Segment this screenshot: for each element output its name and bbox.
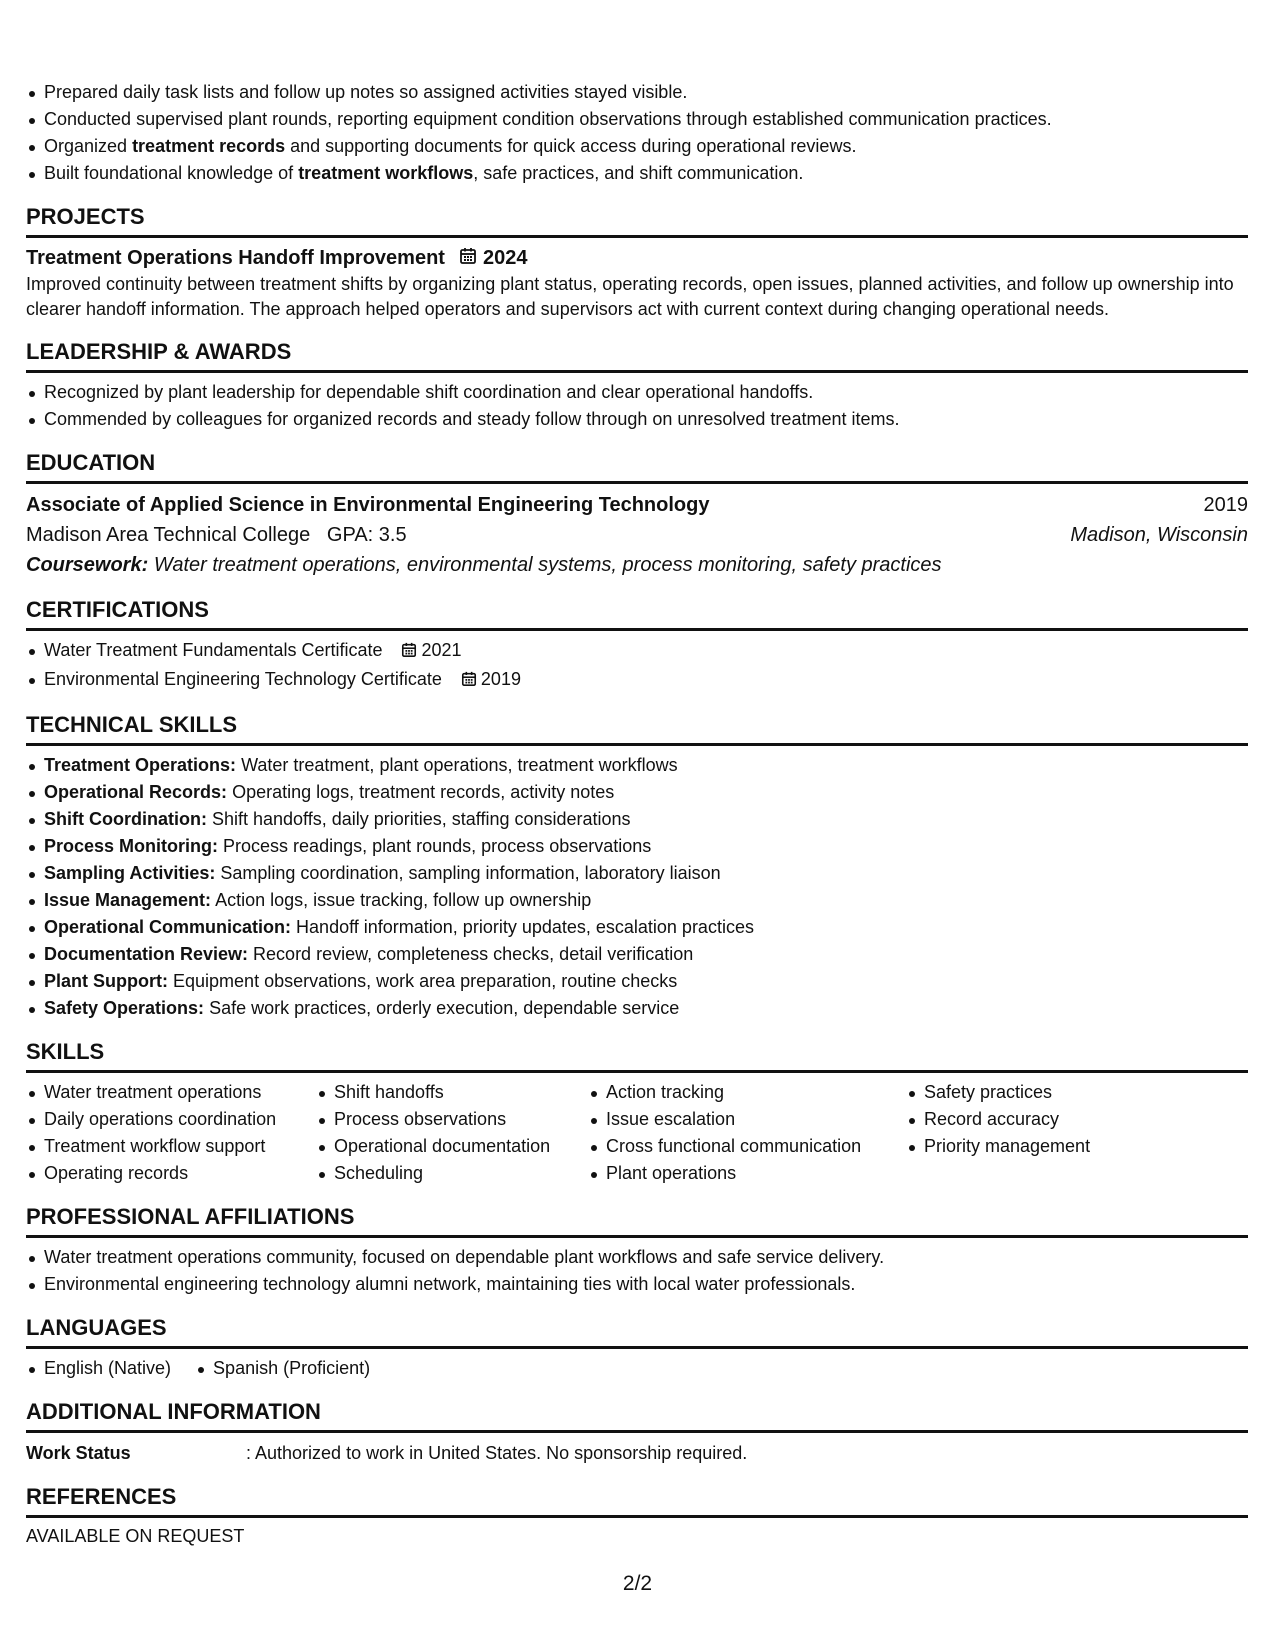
list-item: Water Treatment Fundamentals Certificate 2021 (26, 637, 1248, 666)
project-year: 2024 (482, 246, 528, 269)
list-item: Shift handoffs (316, 1079, 588, 1106)
list-item: Shift Coordination: Shift handoffs, daily priorities, staffing considerations (26, 806, 1248, 833)
list-item: Water treatment operations community, focused on dependable plant workflows and safe service delivery. (26, 1244, 1248, 1271)
list-item: Process observations (316, 1106, 588, 1133)
references-heading: REFERENCES (26, 1483, 1248, 1518)
list-item: Cross functional communication (588, 1133, 906, 1160)
coursework-text: Water treatment operations, environmental systems, process monitoring, safety practices (153, 554, 942, 576)
calendar-icon (401, 639, 417, 666)
languages-heading: LANGUAGES (26, 1314, 1248, 1349)
leadership-heading: LEADERSHIP & AWARDS (26, 338, 1248, 373)
education-school-row (26, 520, 1248, 550)
list-item: Prepared daily task lists and follow up notes so assigned activities stayed visible. (26, 79, 1248, 106)
degree-title: Associate of Applied Science in Environmental Engineering Technology (26, 494, 710, 516)
skills-column-1 (26, 1079, 316, 1187)
skills-columns (26, 1079, 1248, 1187)
list-item: Issue escalation (588, 1106, 906, 1133)
list-item: Operational Records: Operating logs, treatment records, activity notes (26, 779, 1248, 806)
list-item: Plant Support: Equipment observations, work area preparation, routine checks (26, 968, 1248, 995)
list-item: Operational documentation (316, 1133, 588, 1160)
list-item: Water treatment operations (26, 1079, 316, 1106)
technical-skills-heading: TECHNICAL SKILLS (26, 711, 1248, 746)
experience-bullets (26, 79, 1248, 187)
list-item: Process Monitoring: Process readings, plant rounds, process observations (26, 833, 1248, 860)
list-item: Operational Communication: Handoff information, priority updates, escalation practices (26, 914, 1248, 941)
languages-list (26, 1355, 1248, 1382)
skills-column-2 (316, 1079, 588, 1187)
list-item: Documentation Review: Record review, completeness checks, detail verification (26, 941, 1248, 968)
list-item: Sampling Activities: Sampling coordination, sampling information, laboratory liaison (26, 860, 1248, 887)
list-item: Safety Operations: Safe work practices, orderly execution, dependable service (26, 995, 1248, 1022)
list-item: Built foundational knowledge of treatment workflows, safe practices, and shift communication. (26, 160, 1248, 187)
list-item: Issue Management: Action logs, issue tracking, follow up ownership (26, 887, 1248, 914)
additional-info-heading: ADDITIONAL INFORMATION (26, 1398, 1248, 1433)
list-item: Organized treatment records and supporting documents for quick access during operational reviews. (26, 133, 1248, 160)
list-item: Treatment workflow support (26, 1133, 316, 1160)
technical-skills-list (26, 752, 1248, 1022)
resume-page (26, 79, 1248, 1549)
gpa: GPA: 3.5 (326, 524, 407, 546)
education-degree-row (26, 490, 1248, 520)
project-title: Treatment Operations Handoff Improvement (26, 247, 445, 269)
coursework-row (26, 550, 1248, 580)
graduation-year: 2019 (1203, 494, 1248, 516)
list-item: Record accuracy (906, 1106, 1206, 1133)
list-item: Recognized by plant leadership for dependable shift coordination and clear operational handoffs. (26, 379, 1248, 406)
affiliations-heading: PROFESSIONAL AFFILIATIONS (26, 1203, 1248, 1238)
list-item: Daily operations coordination (26, 1106, 316, 1133)
skills-column-4 (906, 1079, 1206, 1187)
list-item: Priority management (906, 1133, 1206, 1160)
certifications-list (26, 637, 1248, 695)
list-item: Environmental engineering technology alumni network, maintaining ties with local water professionals. (26, 1271, 1248, 1298)
work-status-value: : Authorized to work in United States. No sponsorship required. (246, 1443, 748, 1463)
coursework-label: Coursework: (26, 554, 149, 576)
list-item: Safety practices (906, 1079, 1206, 1106)
affiliations-list (26, 1244, 1248, 1298)
school-location: Madison, Wisconsin (1070, 524, 1248, 546)
list-item: Scheduling (316, 1160, 588, 1187)
leadership-list (26, 379, 1248, 433)
list-item: Spanish (Proficient) (195, 1355, 370, 1382)
work-status-label: Work Status (26, 1443, 131, 1463)
list-item: Commended by colleagues for organized records and steady follow through on unresolved treatment items. (26, 406, 1248, 433)
list-item: Treatment Operations: Water treatment, plant operations, treatment workflows (26, 752, 1248, 779)
list-item: Action tracking (588, 1079, 906, 1106)
project-description: Improved continuity between treatment shifts by organizing plant status, operating records, open issues, planned activities, and follow up ownership into clearer handoff information. The approach helped operators and supervisors act with current context during changing operational needs. (26, 274, 1234, 319)
calendar-icon (459, 247, 477, 270)
work-status-row (26, 1439, 1248, 1467)
skills-column-3 (588, 1079, 906, 1187)
project-header (26, 244, 1248, 272)
school-name: Madison Area Technical College (26, 524, 311, 546)
list-item: Conducted supervised plant rounds, reporting equipment condition observations through established communication practices. (26, 106, 1248, 133)
certifications-heading: CERTIFICATIONS (26, 596, 1248, 631)
list-item: Plant operations (588, 1160, 906, 1187)
list-item: Environmental Engineering Technology Certificate 2019 (26, 666, 1248, 695)
list-item: English (Native) (26, 1355, 171, 1382)
list-item: Operating records (26, 1160, 316, 1187)
education-heading: EDUCATION (26, 449, 1248, 484)
page-number: 2/2 (622, 1572, 653, 1595)
references-text: AVAILABLE ON REQUEST (26, 1526, 245, 1546)
projects-heading: PROJECTS (26, 203, 1248, 238)
calendar-icon (461, 668, 477, 695)
skills-heading: SKILLS (26, 1038, 1248, 1073)
